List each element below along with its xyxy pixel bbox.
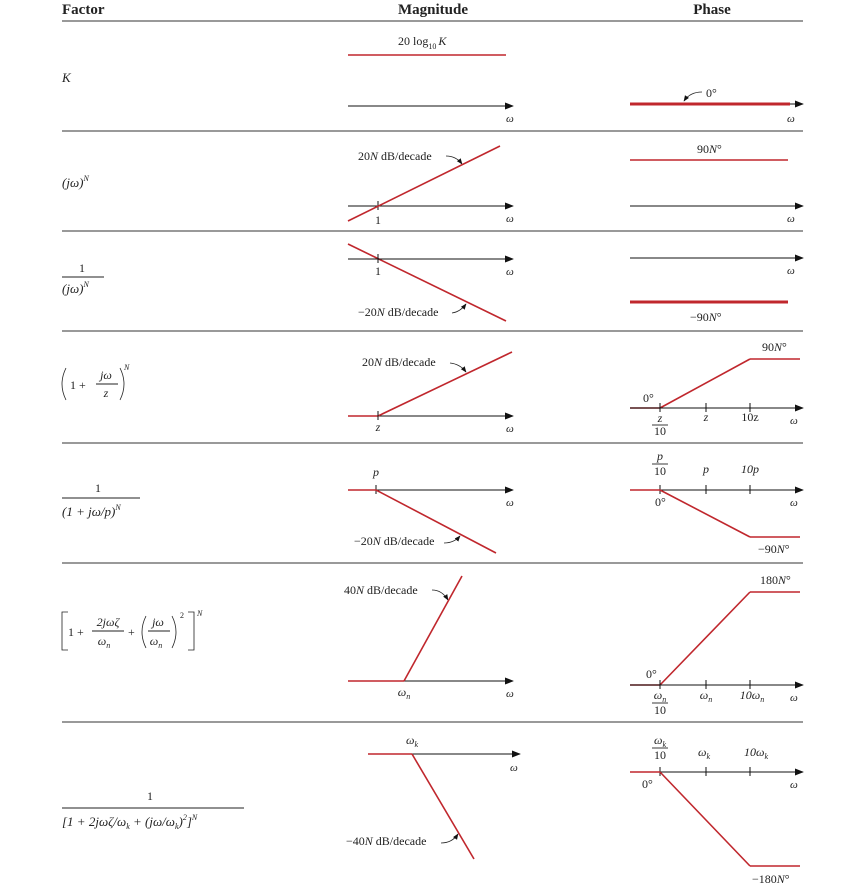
phase-tick-label-low-den: 10 bbox=[654, 748, 666, 762]
phase-label-0deg: 0° bbox=[643, 391, 654, 405]
axis-omega-label: ω bbox=[790, 497, 798, 509]
mag-tick-label-1: 1 bbox=[375, 213, 381, 227]
axis-omega-label: ω bbox=[790, 692, 798, 704]
factor-numerator: 1 bbox=[95, 481, 101, 495]
phase-tick-label-high: 10p bbox=[741, 462, 759, 476]
phase-label-minus90N: −90N° bbox=[690, 310, 722, 324]
factor-one-plus: 1 + bbox=[70, 378, 86, 392]
phase-tick-label-mid: $\omega_n$ bbox=[699, 688, 713, 704]
factor-right-paren bbox=[120, 368, 124, 400]
row-constant-gain bbox=[61, 34, 803, 125]
mag-tick-label-p: p bbox=[373, 465, 379, 479]
phase-asymptote-ramp bbox=[660, 359, 750, 408]
factor-right-bracket bbox=[188, 612, 194, 650]
mag-tick-label-wn: $\omega_n$ bbox=[397, 685, 411, 701]
factor-frac1-num: 2jωζ bbox=[96, 615, 120, 629]
slope-pointer-arrow bbox=[452, 304, 466, 313]
factor-one-plus: 1 + bbox=[68, 625, 84, 639]
phase-label-0deg: 0° bbox=[642, 777, 653, 791]
axis-omega-label: ω bbox=[787, 265, 795, 277]
phase-label-0deg: 0° bbox=[706, 86, 717, 100]
phase-tick-label-low-den: 10 bbox=[654, 703, 666, 717]
factor-frac-num: jω bbox=[100, 368, 112, 382]
row-differentiator bbox=[62, 142, 803, 227]
factor-frac-den: z bbox=[103, 386, 109, 400]
axis-omega-label: ω bbox=[506, 497, 514, 509]
factor-exponent: N bbox=[124, 363, 130, 372]
mag-slope-label: −20N dB/decade bbox=[358, 305, 439, 319]
phase-tick-label-high: 10z bbox=[741, 410, 759, 424]
axis-omega-label: ω bbox=[510, 762, 518, 774]
slope-pointer-arrow bbox=[441, 834, 458, 843]
phase-tick-label-mid: $\omega_k$ bbox=[697, 745, 711, 761]
factor-plus: + bbox=[128, 625, 135, 639]
factor-inner-right-paren bbox=[172, 616, 176, 648]
factor-inner-exponent: 2 bbox=[180, 611, 184, 620]
phase-tick-label-low-den: 10 bbox=[654, 464, 666, 478]
phase-tick-label-high: $10\omega_k$ bbox=[743, 745, 769, 761]
axis-omega-label: ω bbox=[506, 423, 514, 435]
phase-label-0deg: 0° bbox=[646, 667, 657, 681]
phase-label-90N: 90N° bbox=[762, 340, 787, 354]
mag-tick-label-wk: $\omega_k$ bbox=[405, 733, 419, 749]
slope-pointer-arrow bbox=[446, 156, 462, 164]
factor-numerator: 1 bbox=[147, 789, 153, 803]
phase-tick-label-low-num: $\omega_k$ bbox=[653, 733, 667, 749]
phase-label-90N: 90N° bbox=[697, 142, 722, 156]
mag-tick-label-z: z bbox=[375, 420, 381, 434]
row-real-zero bbox=[62, 340, 803, 438]
axis-omega-label: ω bbox=[506, 688, 514, 700]
axis-omega-label: ω bbox=[790, 779, 798, 791]
row-quadratic-pole bbox=[62, 733, 803, 886]
factor-jw-power-N: $(j\omega)^N$ bbox=[62, 174, 89, 190]
phase-label-0deg: 0° bbox=[655, 495, 666, 509]
mag-slope-label: 20N dB/decade bbox=[362, 355, 436, 369]
factor-frac2-num: jω bbox=[152, 615, 164, 629]
phase-tick-label-high: $10\omega_n$ bbox=[739, 688, 765, 704]
phase-asymptote-ramp bbox=[660, 772, 750, 866]
factor-outer-exponent: N bbox=[197, 609, 203, 618]
factor-inner-left-paren bbox=[142, 616, 146, 648]
factor-left-paren bbox=[62, 368, 66, 400]
mag-tick-label-1: 1 bbox=[375, 264, 381, 278]
phase-asymptote-ramp bbox=[660, 490, 750, 537]
phase-tick-label-mid: z bbox=[703, 410, 709, 424]
mag-slope-label: −20N dB/decade bbox=[354, 534, 435, 548]
factor-denominator: $[1 + 2j\omega\zeta/\omega_k + (j\omega/\omega_k)^2]^N$ bbox=[62, 813, 198, 831]
factor-frac1-den: $\omega_n$ bbox=[97, 634, 111, 650]
axis-omega-label: ω bbox=[790, 415, 798, 427]
header-factor: Factor bbox=[62, 2, 105, 18]
mag-slope-label: −40N dB/decade bbox=[346, 834, 427, 848]
factor-K: K bbox=[62, 70, 71, 85]
factor-denominator: $(1 + j\omega/p)^N$ bbox=[62, 503, 121, 519]
slope-pointer-arrow bbox=[444, 536, 460, 543]
phase-tick-label-low-den: 10 bbox=[654, 424, 666, 438]
axis-omega-label: ω bbox=[787, 213, 795, 225]
row-integrator bbox=[62, 244, 803, 324]
phase-label-minus90N: −90N° bbox=[758, 542, 790, 556]
phase-tick-label-low-num: $\omega_n$ bbox=[653, 688, 667, 704]
axis-omega-label: ω bbox=[787, 113, 795, 125]
phase-tick-label-low-num: z bbox=[657, 411, 663, 425]
phase-label-180N: 180N° bbox=[760, 573, 791, 587]
row-real-pole bbox=[62, 449, 803, 556]
header-magnitude: Magnitude bbox=[397, 2, 469, 18]
mag-slope-label: 20N dB/decade bbox=[358, 149, 432, 163]
slope-pointer-arrow bbox=[450, 363, 466, 372]
phase-tick-label-low-num: p bbox=[657, 449, 663, 463]
phase-pointer-arrow bbox=[684, 92, 702, 101]
factor-frac2-den: $\omega_n$ bbox=[149, 634, 163, 650]
axis-omega-label: ω bbox=[506, 113, 514, 125]
phase-label-minus180N: −180N° bbox=[752, 872, 790, 886]
factor-denominator: $(j\omega)^N$ bbox=[62, 280, 89, 296]
phase-asymptote-ramp bbox=[660, 592, 750, 685]
axis-omega-label: ω bbox=[506, 266, 514, 278]
factor-numerator: 1 bbox=[79, 261, 85, 275]
row-quadratic-zero bbox=[62, 573, 803, 717]
mag-label-20log10K: 20 $\log_{10} K$ bbox=[398, 34, 447, 51]
slope-pointer-arrow bbox=[432, 590, 448, 600]
mag-slope-label: 40N dB/decade bbox=[344, 583, 418, 597]
header-phase: Phase bbox=[693, 2, 731, 18]
phase-tick-label-mid: p bbox=[703, 462, 709, 476]
axis-omega-label: ω bbox=[506, 213, 514, 225]
